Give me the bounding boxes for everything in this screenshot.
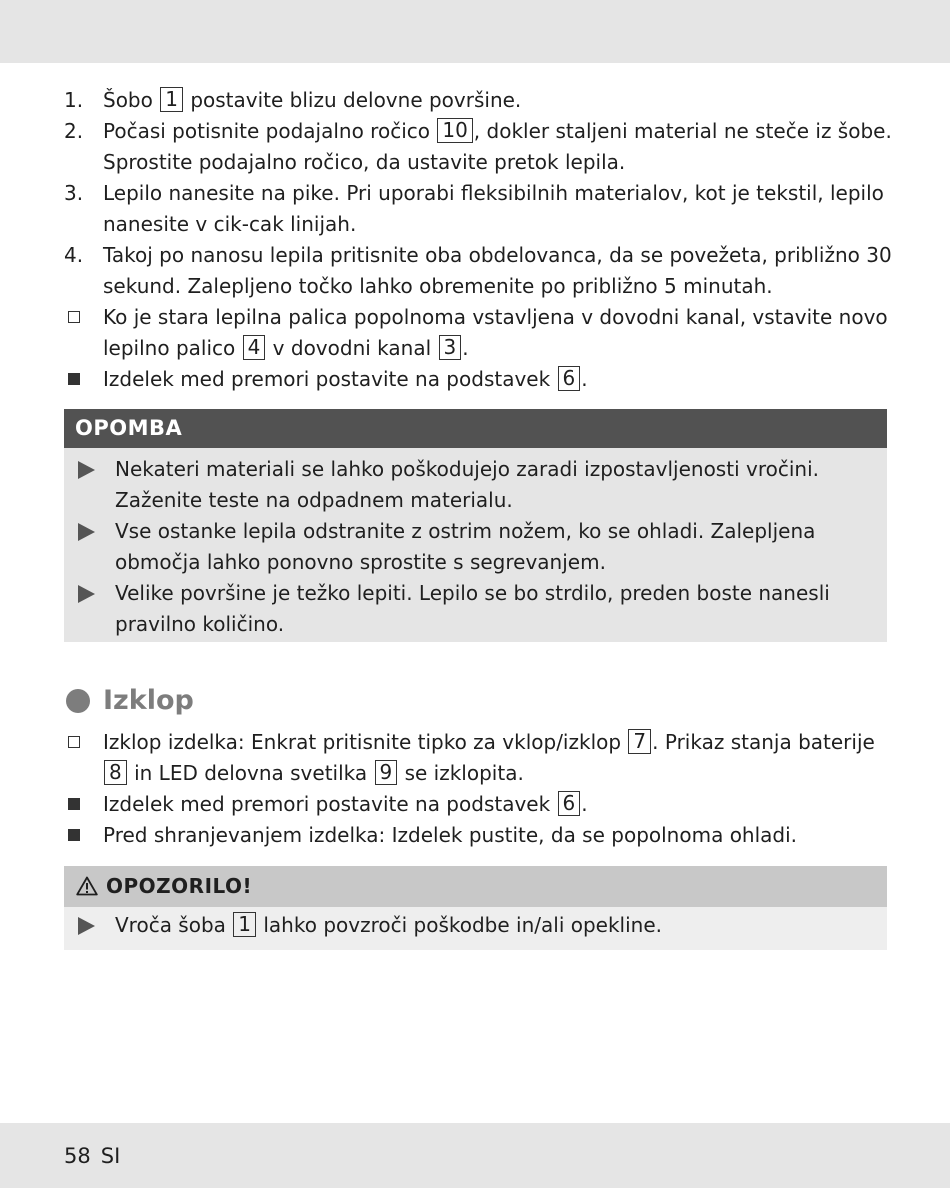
list-item: Ko je stara lepilna palica popolnoma vstavljena v dovodni kanal, vstavite novo lepilno palico 4 v dovodni kanal 3 . — [64, 302, 894, 364]
part-ref-9: 9 — [375, 760, 398, 785]
triangle-bullet-icon — [78, 585, 95, 603]
step-number: 3. — [64, 181, 84, 205]
triangle-bullet-icon — [78, 523, 95, 541]
filled-square-bullet-icon — [68, 373, 80, 385]
note-box — [64, 409, 887, 642]
circle-bullet-icon — [66, 689, 90, 713]
part-ref-7: 7 — [628, 729, 651, 754]
list-item: 3. Lepilo nanesite na pike. Pri uporabi fleksibilnih materialov, kot je tekstil, lepilo nanesite v cik-cak linijah. — [64, 178, 894, 240]
triangle-bullet-icon — [78, 917, 95, 935]
note-title: OPOMBA — [64, 409, 887, 448]
switch-off-list — [64, 727, 894, 851]
warning-box — [64, 866, 887, 950]
triangle-bullet-icon — [78, 461, 95, 479]
footer-band — [0, 1123, 950, 1188]
note-body — [64, 448, 887, 640]
part-ref-10: 10 — [437, 118, 472, 143]
filled-square-bullet-icon — [68, 798, 80, 810]
usage-steps — [64, 85, 894, 395]
part-ref-6: 6 — [558, 791, 581, 816]
warning-header — [64, 866, 887, 907]
header-band — [0, 0, 950, 63]
warning-body — [64, 907, 887, 941]
list-item: Pred shranjevanjem izdelka: Izdelek pustite, da se popolnoma ohladi. — [64, 820, 894, 851]
language-code: SI — [100, 1144, 121, 1168]
list-item: Izdelek med premori postavite na podstavek 6 . — [64, 789, 894, 820]
part-ref-1: 1 — [160, 87, 183, 112]
filled-square-bullet-icon — [68, 829, 80, 841]
part-ref-3: 3 — [439, 335, 462, 360]
warning-item: Vroča šoba 1 lahko povzroči poškodbe in/ali opekline. — [76, 910, 877, 941]
list-item: Izdelek med premori postavite na podstavek 6 . — [64, 364, 894, 395]
empty-square-bullet-icon — [68, 736, 80, 748]
warning-title: OPOZORILO! — [106, 874, 253, 898]
section-title: Izklop — [103, 685, 194, 716]
step-number: 2. — [64, 119, 84, 143]
list-item: 2. Počasi potisnite podajalno ročico 10 , dokler staljeni material ne steče iz šobe. Sprostite podajalno ročico, da ustavite pretok lepila. — [64, 118, 892, 174]
empty-square-bullet-icon — [68, 311, 80, 323]
note-item: Velike površine je težko lepiti. Lepilo se bo strdilo, preden boste nanesli pravilno količino. — [76, 578, 877, 640]
list-item: Izklop izdelka: Enkrat pritisnite tipko za vklop/izklop 7 . Prikaz stanja baterije 8 in LED delovna svetilka 9 se izklopita. — [64, 727, 894, 789]
part-ref-8: 8 — [104, 760, 127, 785]
step-number: 1. — [64, 88, 84, 112]
step-number: 4. — [64, 243, 84, 267]
part-ref-1: 1 — [233, 912, 256, 937]
part-ref-6: 6 — [558, 366, 581, 391]
part-ref-4: 4 — [243, 335, 266, 360]
note-item: Nekateri materiali se lahko poškodujejo zaradi izpostavljenosti vročini. Zaženite teste na odpadnem materialu. — [76, 454, 877, 516]
page-footer — [64, 1142, 120, 1170]
page-number: 58 — [64, 1144, 91, 1168]
note-item: Vse ostanke lepila odstranite z ostrim nožem, ko se ohladi. Zalepljena območja lahko ponovno sprostite s segrevanjem. — [76, 516, 877, 578]
warning-triangle-icon — [76, 869, 98, 910]
list-item: 1. Šobo 1 postavite blizu delovne površine. — [64, 85, 894, 116]
list-item: 4. Takoj po nanosu lepila pritisnite oba obdelovanca, da se povežeta, približno 30 sekund. Zalepljeno točko lahko obremenite po približno 5 minutah. — [64, 240, 894, 302]
